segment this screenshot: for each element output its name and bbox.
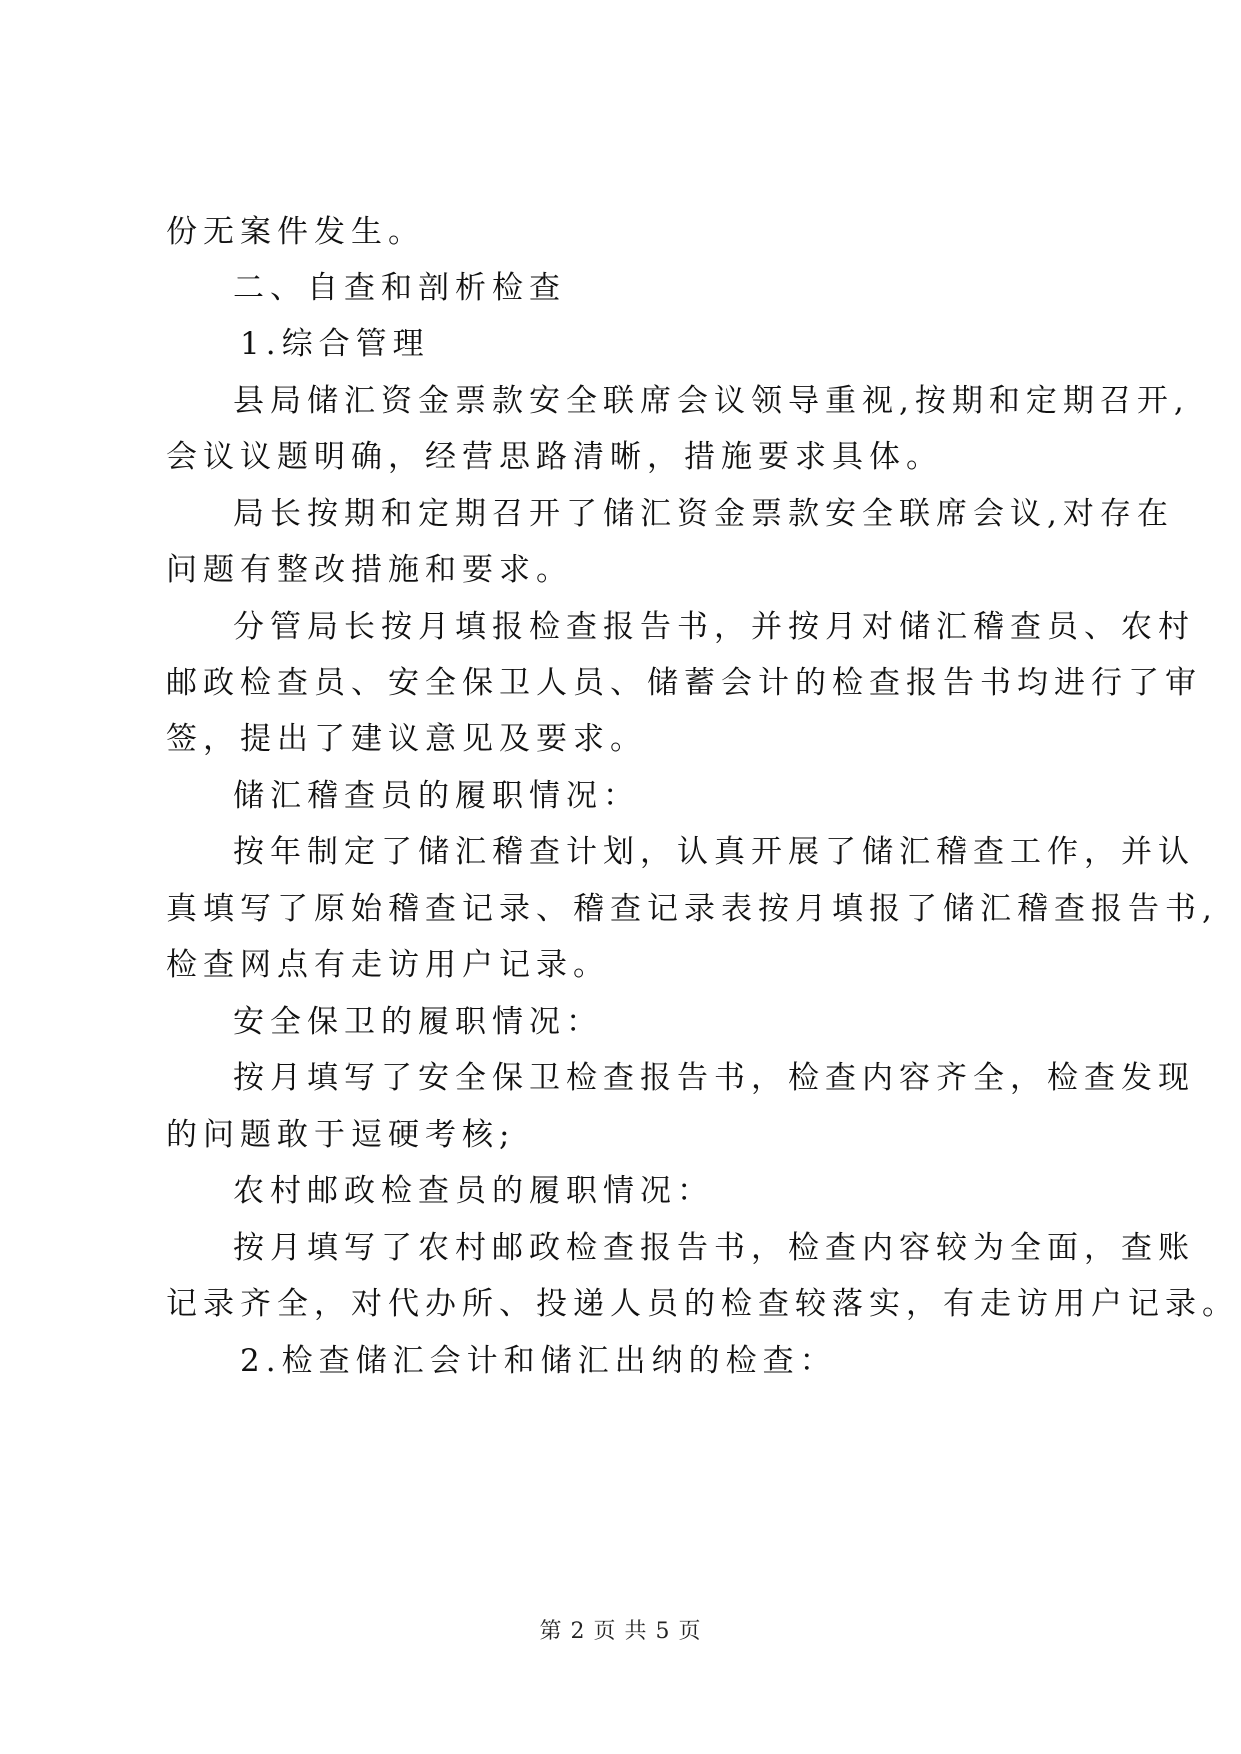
- subsection-heading: 1.综合管理: [240, 326, 430, 362]
- text-line: 分管局长按月填报检查报告书，并按月对储汇稽查员、农村: [233, 609, 1195, 645]
- text-line: 安全保卫的履职情况：: [233, 1004, 603, 1040]
- text-line: 储汇稽查员的履职情况：: [233, 778, 640, 814]
- text-line: 问题有整改措施和要求。: [166, 552, 573, 588]
- text-line: 真填写了原始稽查记录、稽查记录表按月填报了储汇稽查报告书,: [166, 891, 1218, 927]
- text-line: 记录齐全，对代办所、投递人员的检查较落实，有走访用户记录。: [166, 1286, 1239, 1322]
- text-line: 按月填写了安全保卫检查报告书，检查内容齐全，检查发现: [233, 1060, 1195, 1096]
- text-line: 邮政检查员、安全保卫人员、储蓄会计的检查报告书均进行了审: [166, 665, 1202, 701]
- subsection-heading: 2.检查储汇会计和储汇出纳的检查：: [240, 1343, 837, 1379]
- section-heading: 二、自查和剖析检查: [233, 270, 566, 306]
- text-line: 份无案件发生。: [166, 214, 425, 250]
- text-line: 会议议题明确，经营思路清晰，措施要求具体。: [166, 439, 943, 475]
- text-line: 按年制定了储汇稽查计划，认真开展了储汇稽查工作，并认: [233, 834, 1195, 870]
- text-line: 检查网点有走访用户记录。: [166, 947, 610, 983]
- text-line: 的问题敢于逗硬考核;: [166, 1117, 516, 1153]
- text-line: 局长按期和定期召开了储汇资金票款安全联席会议,对存在: [233, 496, 1174, 532]
- text-line: 县局储汇资金票款安全联席会议领导重视,按期和定期召开,: [233, 383, 1190, 419]
- text-line: 签，提出了建议意见及要求。: [166, 721, 647, 757]
- text-line: 农村邮政检查员的履职情况：: [233, 1173, 714, 1209]
- text-line: 按月填写了农村邮政检查报告书，检查内容较为全面，查账: [233, 1230, 1195, 1266]
- page-number-footer: 第 2 页 共 5 页: [539, 1619, 702, 1644]
